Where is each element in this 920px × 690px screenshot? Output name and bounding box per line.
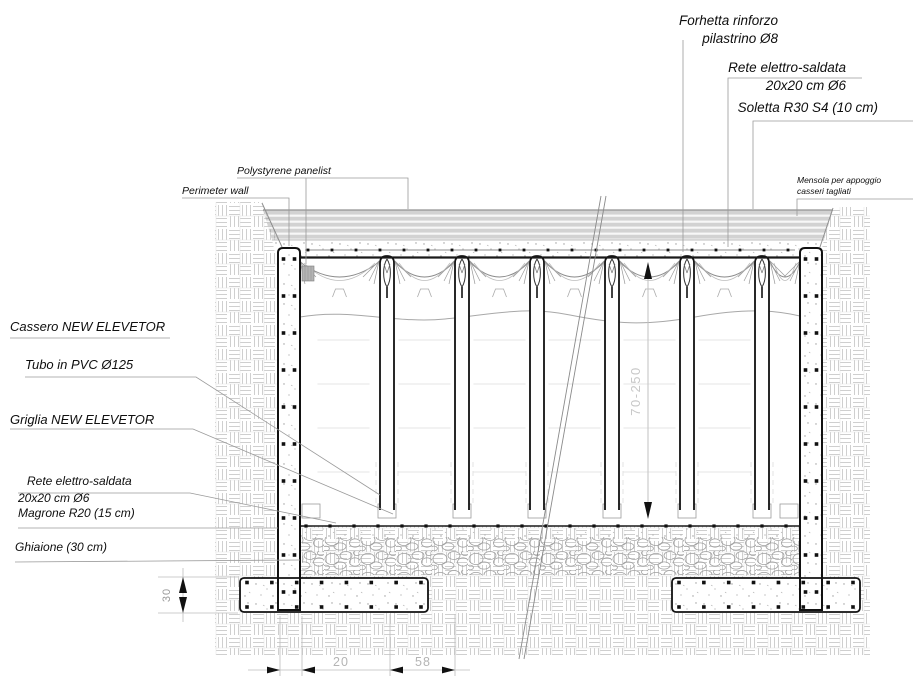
label-polystyrene: Polystyrene panelist [237,165,331,177]
label-rete-top-line1: Rete elettro-saldata [728,60,846,75]
label-mensola [797,175,881,198]
gravel-band [302,537,800,575]
label-perimeter-wall: Perimeter wall [182,185,249,197]
slab-mesh-bars [307,249,790,252]
label-griglia: Griglia NEW ELEVETOR [10,412,155,427]
label-mensola-line1: Mensola per appoggio [797,175,882,185]
label-rete-top [728,59,846,95]
dim-variable-height: 70-250 [628,366,643,416]
label-ghiaione: Ghiaione (30 cm) [15,540,108,554]
label-forhetta [679,12,778,48]
label-forhetta-line2: pilastrino Ø8 [702,31,778,47]
label-cassero: Cassero NEW ELEVETOR [10,319,166,334]
magrone-band [278,528,822,537]
dim-footing-height: 30 [161,587,173,603]
polystyrene-panel [302,266,314,281]
dim-dome-spacing: 58 [415,655,431,669]
label-mensola-line2: casseri tagliati [797,186,851,197]
label-rete-bottom-line2: 20x20 cm Ø6 [18,491,90,505]
label-soletta: Soletta R30 S4 (10 cm) [737,100,878,115]
label-forhetta-line1: Forhetta rinforzo [678,13,778,28]
label-magrone: Magrone R20 (15 cm) [18,506,135,520]
base-mesh-bars [304,524,787,527]
label-rete-top-line2: 20x20 cm Ø6 [765,78,846,94]
label-tubo: Tubo in PVC Ø125 [25,357,134,372]
dim-wall-thickness: 20 [333,655,349,669]
label-rete-bottom-line1: Rete elettro-saldata [27,474,132,488]
